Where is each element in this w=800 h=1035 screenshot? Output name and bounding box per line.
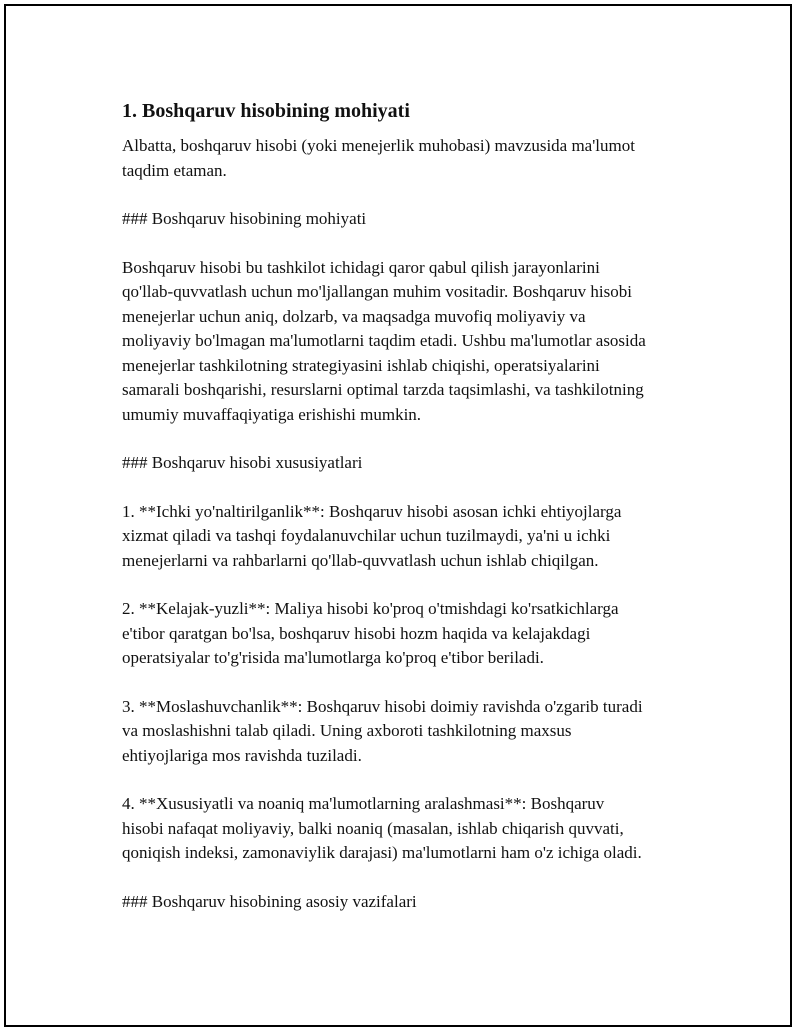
document-body xyxy=(122,98,702,938)
subheading-vazifalari: ### Boshqaruv hisobining asosiy vazifalari xyxy=(122,891,417,911)
intro-paragraph: Albatta, boshqaruv hisobi (yoki menejerlik muhobasi) mavzusida ma'lumot taqdim etaman. xyxy=(122,136,635,180)
section-title: 1. Boshqaruv hisobining mohiyati xyxy=(122,100,410,122)
list-item-4: 4. **Xususiyatli va noaniq ma'lumotlarning aralashmasi**: Boshqaruv hisobi nafaqat moliyaviy, balki noaniq (masalan, ishlab chiqarish quvvati, qoniqish indeksi, zamonaviylik darajasi) ma'lumotlarni ham o'z ichiga oladi. xyxy=(122,794,642,862)
list-item-1: 1. **Ichki yo'naltirilganlik**: Boshqaruv hisobi asosan ichki ehtiyojlarga xizmat qiladi va tashqi foydalanuvchilar uchun tuzilmaydi, ya'ni u ichki menejerlarni va rahbarlarni qo'llab-quvvatlash uchun ishlab chiqilgan. xyxy=(122,501,622,570)
document-page xyxy=(4,4,792,1027)
body-paragraph: Boshqaruv hisobi bu tashkilot ichidagi qaror qabul qilish jarayonlarini qo'llab-quvvatlash uchun mo'ljallangan muhim vositadir. Boshqaruv hisobi menejerlar uchun aniq, dolzarb, va maqsadga muvofiq moliyaviy va moliyaviy bo'lmagan ma'lumotlarni taqdim etadi. Ushbu ma'lumotlar asosida menejerlar tashkilotning strategiyasini ishlab chiqishi, operatsiyalarini samarali boshqarishi, resurslarni optimal tarzda taqsimlashi, va tashkilotning umumiy muvaffaqiyatiga erishishi mumkin. xyxy=(122,257,646,424)
subheading-xususiyatlari: ### Boshqaruv hisobi xususiyatlari xyxy=(122,453,363,472)
subheading-mohiyati: ### Boshqaruv hisobining mohiyati xyxy=(122,209,367,228)
list-item-3: 3. **Moslashuvchanlik**: Boshqaruv hisobi doimiy ravishda o'zgarib turadi va moslashishni talab qiladi. Uning axboroti tashkilotning maxsus ehtiyojlariga mos ravishda tuziladi. xyxy=(122,696,643,765)
list-item-2: 2. **Kelajak-yuzli**: Maliya hisobi ko'proq o'tmishdagi ko'rsatkichlarga e'tibor qaratgan bo'lsa, boshqaruv hisobi hozm haqida va kelajakdagi operatsiyalar to'g'risida ma'lumotlarga ko'proq e'tibor beriladi. xyxy=(122,599,619,667)
